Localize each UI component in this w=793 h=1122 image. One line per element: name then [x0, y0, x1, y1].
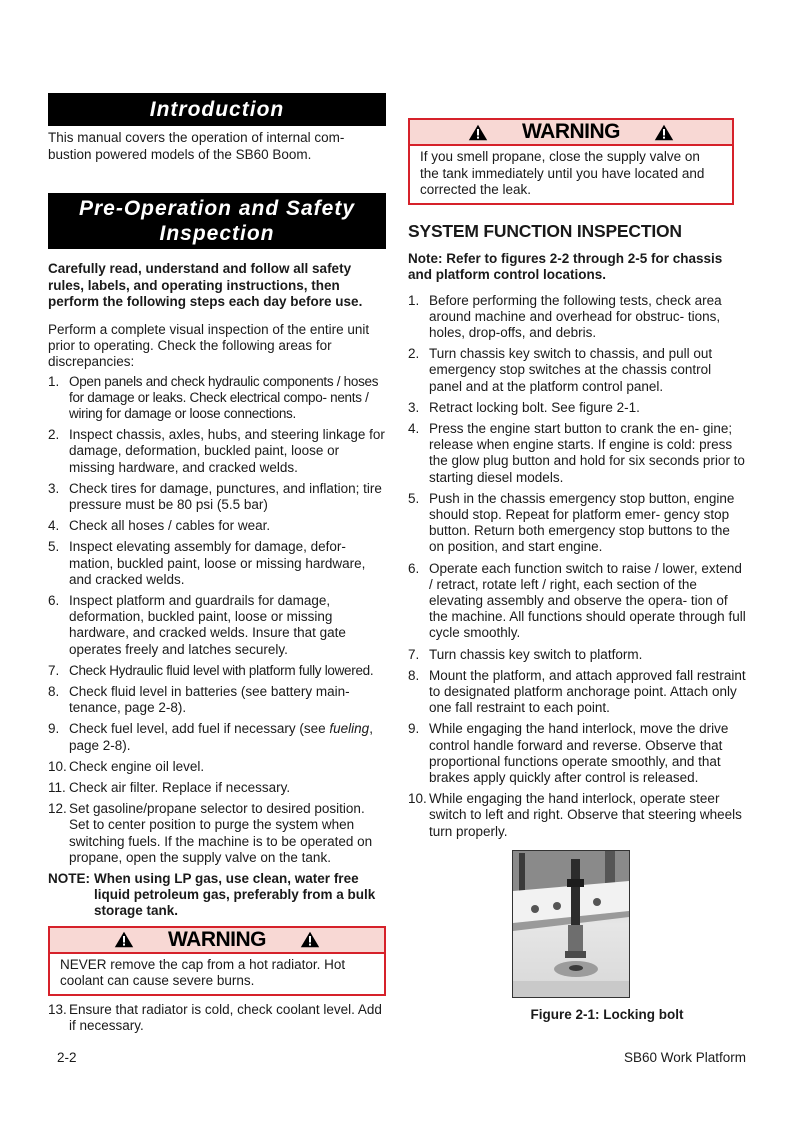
list-item: 8. Check fluid level in batteries (see battery main- tenance, page 2-8). — [48, 683, 350, 716]
warning-triangle-icon — [300, 931, 320, 948]
intro-heading: Introduction — [48, 93, 386, 126]
left-column — [48, 93, 386, 1039]
section-title: SYSTEM FUNCTION INSPECTION — [408, 220, 682, 241]
list-item: 5. Inspect elevating assembly for damage, defor- mation, buckled paint, loose or missing hardware, and cracked welds. — [48, 539, 366, 587]
list-item: 6. Operate each function switch to raise / lower, extend / retract, rotate left / right, each section of the elevating assembly and observe the opera- tion of the machine. All functions should operate through full cycle smoothly. — [408, 560, 746, 641]
pre-op-heading-line1: Pre-Operation and Safety — [78, 197, 356, 220]
propane-warning — [408, 118, 734, 205]
list-item: 9. Check fuel level, add fuel if necessary (see fueling, page 2-8). — [48, 721, 373, 753]
list-item: 4. Check all hoses / cables for wear. — [48, 518, 271, 534]
list-item: 12. Set gasoline/propane selector to desired position. Set to center position to purge the system when switching fuels. If the machine is to be operated on propane, open the supply valve on the tank. — [48, 801, 373, 865]
warning-header — [410, 120, 732, 146]
warning-title: WARNING — [168, 927, 266, 951]
list-item: 10. While engaging the hand interlock, operate steer switch to left and right. Observe that steering wheels turn properly. — [408, 791, 742, 839]
list-item: 7. Check Hydraulic fluid level with platform fully lowered. — [48, 662, 374, 678]
warning-title: WARNING — [522, 120, 620, 143]
list-item: 10. Check engine oil level. — [48, 758, 205, 774]
warning-text: NEVER remove the cap from a hot radiator. Hot coolant can cause severe burns. — [60, 956, 346, 989]
warning-triangle-icon — [114, 931, 134, 948]
warning-triangle-icon — [654, 124, 674, 141]
pre-op-steps — [48, 374, 386, 866]
intro-text: This manual covers the operation of internal com- bustion powered models of the SB60 Boom. — [48, 130, 345, 162]
list-item: 3. Check tires for damage, punctures, and inflation; tire pressure must be 80 psi (5.5 bar) — [48, 480, 382, 512]
list-item: 4. Press the engine start button to crank the en- gine; release when engine starts. If engine is cold: press the glow plug button and hold for six seconds prior to starting diesel models. — [408, 420, 745, 485]
list-item: 1. Open panels and check hydraulic components / hoses for damage or leaks. Check electrical compo- nents / wiring for damage or loose connections. — [48, 373, 379, 421]
list-item: 9. While engaging the hand interlock, move the drive control handle forward and reverse. Observe that proportional functions operate smoothly, and that brakes apply quickly after control is released. — [408, 721, 729, 785]
function-steps — [408, 293, 746, 840]
list-item: 13. Ensure that radiator is cold, check coolant level. Add if necessary. — [48, 1001, 382, 1033]
document-title: SB60 Work Platform — [623, 1050, 746, 1065]
list-item: 2. Inspect chassis, axles, hubs, and steering linkage for damage, deformation, buckled paint, loose or missing hardware, and cracked welds. — [48, 427, 385, 475]
radiator-warning — [48, 926, 386, 996]
lp-gas-note: NOTE: When using LP gas, use clean, water free liquid petroleum gas, preferably from a bulk storage tank. — [48, 870, 376, 919]
pre-op-heading — [48, 193, 386, 249]
list-item: 6. Inspect platform and guardrails for damage, deformation, buckled paint, loose or missing hardware, and cracked welds. Insure that gate operates freely and latches securely. — [48, 592, 346, 657]
pre-op-body: Perform a complete visual inspection of the entire unit prior to operating. Check the following areas for discrepancies: — [48, 321, 370, 369]
list-item: 3. Retract locking bolt. See figure 2-1. — [408, 399, 640, 415]
warning-header — [50, 928, 384, 954]
list-item: 11. Check air filter. Replace if necessary. — [48, 779, 291, 795]
locking-bolt-photo — [512, 850, 630, 998]
list-item: 5. Push in the chassis emergency stop button, engine should stop. Repeat for platform emer- gency stop button. Return both emergency stop buttons to the on position, and start engine. — [408, 490, 735, 555]
pre-op-lead: Carefully read, understand and follow all safety rules, labels, and operating instructions, then perform the following steps each day before use. — [48, 261, 363, 309]
warning-triangle-icon — [468, 124, 488, 141]
figure-caption: Figure 2-1: Locking bolt — [530, 1006, 684, 1022]
list-item: 8. Mount the platform, and attach approved fall restraint to designated platform anchorage point. Attach only one fall restraint to each point. — [408, 667, 746, 716]
list-item: 2. Turn chassis key switch to chassis, and pull out emergency stop switches at the chassis control panel and at the platform control panel. — [408, 346, 713, 394]
right-column — [408, 118, 746, 1022]
list-item: 7. Turn chassis key switch to platform. — [408, 646, 643, 662]
list-item: 1. Before performing the following tests, check area around machine and overhead for obstruc- tions, holes, drop-offs, and debris. — [408, 292, 722, 340]
warning-text: If you smell propane, close the supply valve on the tank immediately until you have located and corrected the leak. — [420, 149, 705, 197]
controls-note: Note: Refer to figures 2-2 through 2-5 for chassis and platform control locations. — [408, 250, 723, 282]
pre-op-heading-line2: Inspection — [159, 222, 275, 245]
page-number: 2-2 — [57, 1050, 77, 1065]
pre-op-steps-cont — [48, 1002, 386, 1034]
